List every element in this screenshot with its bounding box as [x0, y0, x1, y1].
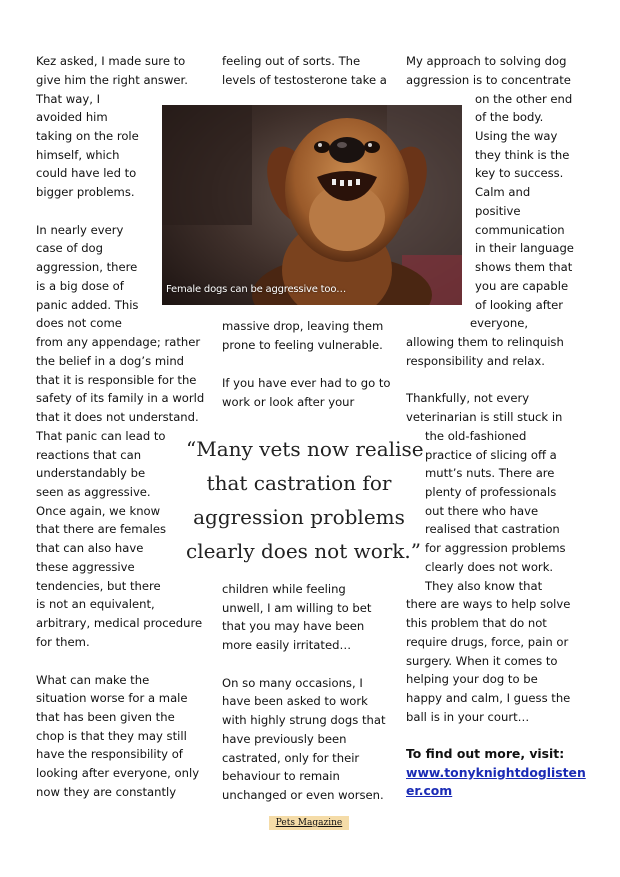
column-3-line: on the other end — [475, 92, 573, 106]
column-1-line: that it does not understand. — [36, 410, 199, 424]
column-1-line: now they are constantly — [36, 785, 177, 799]
column-2-line: feeling out of sorts. The — [222, 54, 361, 68]
column-3-line: clearly does not work. — [425, 560, 554, 574]
column-1-line: looking after everyone, only — [36, 766, 200, 780]
column-3-line: allowing them to relinquish — [406, 335, 564, 349]
column-3-line: Calm and — [475, 185, 531, 199]
website-link-continued[interactable]: er.com — [406, 783, 453, 798]
column-1-line: taking on the role — [36, 129, 139, 143]
column-1-line: for them. — [36, 635, 90, 649]
column-2-line: children while feeling — [222, 582, 346, 596]
column-2-line: work or look after your — [222, 395, 355, 409]
column-3-line: shows them that — [475, 260, 573, 274]
column-3-line: there are ways to help solve — [406, 597, 571, 611]
dog-photo — [162, 105, 462, 305]
column-3-line: in their language — [475, 241, 574, 255]
column-3-line: ball is in your court… — [406, 710, 530, 724]
column-1-line: understandably be — [36, 466, 146, 480]
column-1-line: Once again, we know — [36, 504, 161, 518]
column-3-line: practice of slicing off a — [425, 448, 557, 462]
column-1-line: that there are females — [36, 522, 167, 536]
column-2-line: have been asked to work — [222, 694, 368, 708]
column-1-line: In nearly every — [36, 223, 124, 237]
pull-quote-line: that castration for — [206, 471, 392, 495]
column-1-line: is not an equivalent, — [36, 597, 155, 611]
column-1-line: avoided him — [36, 110, 108, 124]
column-1-line: safety of its family in a world — [36, 391, 205, 405]
column-1-line: that it is responsible for the — [36, 373, 197, 387]
column-1-line: himself, which — [36, 148, 120, 162]
column-2-line: If you have ever had to go to — [222, 376, 391, 390]
column-2-line: with highly strung dogs that — [222, 713, 386, 727]
column-2-line: more easily irritated… — [222, 638, 352, 652]
magazine-footer-label: Pets Magazine — [269, 816, 349, 830]
column-1-line: give him the right answer. — [36, 73, 188, 87]
column-2-line: unchanged or even worsen. — [222, 788, 384, 802]
column-2-line: levels of testosterone take a — [222, 73, 387, 87]
column-1-line: does not come — [36, 316, 122, 330]
column-1-line: situation worse for a male — [36, 691, 188, 705]
column-1-line: chop is that they may still — [36, 729, 187, 743]
column-1-line: tendencies, but there — [36, 579, 161, 593]
column-3-line: they think is the — [475, 148, 570, 162]
column-3-line: surgery. When it comes to — [406, 654, 558, 668]
column-2-line: On so many occasions, I — [222, 676, 363, 690]
column-3-line: key to success. — [475, 166, 564, 180]
column-2-line: have previously been — [222, 732, 347, 746]
pull-quote — [186, 432, 424, 568]
column-3-line: My approach to solving dog — [406, 54, 567, 68]
column-3-line: of looking after — [475, 298, 564, 312]
pull-quote-line: aggression problems — [193, 505, 405, 529]
column-2-line: unwell, I am willing to bet — [222, 601, 372, 615]
website-link[interactable]: www.tonyknightdoglisten — [406, 765, 586, 780]
dog-photo-icon — [162, 105, 462, 305]
column-3-line: Thankfully, not every — [406, 391, 530, 405]
column-1-line: the belief in a dog’s mind — [36, 354, 185, 368]
column-1-line: Kez asked, I made sure to — [36, 54, 186, 68]
photo-caption: Female dogs can be aggressive too… — [166, 284, 347, 295]
column-3-line: out there who have — [425, 504, 539, 518]
column-3-line: responsibility and relax. — [406, 354, 545, 368]
column-1-line: is a big dose of — [36, 279, 124, 293]
column-1-line: have the responsibility of — [36, 747, 183, 761]
column-3-line: realised that castration — [425, 522, 560, 536]
column-2-line: prone to feeling vulnerable. — [222, 338, 383, 352]
column-3-line: happy and calm, I guess the — [406, 691, 571, 705]
column-3-line: veterinarian is still stuck in — [406, 410, 563, 424]
column-1-line: panic added. This — [36, 298, 139, 312]
column-1-line: that can also have — [36, 541, 144, 555]
column-3-line: Using the way — [475, 129, 558, 143]
column-3-line: aggression is to concentrate — [406, 73, 571, 87]
column-3-line: you are capable — [475, 279, 569, 293]
column-1-line: arbitrary, medical procedure — [36, 616, 203, 630]
column-1-line: that has been given the — [36, 710, 175, 724]
column-1-line: case of dog — [36, 241, 104, 255]
column-3-line: this problem that do not — [406, 616, 547, 630]
column-1-line: seen as aggressive. — [36, 485, 151, 499]
column-3-line: positive — [475, 204, 521, 218]
column-3-line: communication — [475, 223, 565, 237]
column-3-line: mutt’s nuts. There are — [425, 466, 555, 480]
pull-quote-line: clearly does not work.” — [186, 539, 422, 563]
column-1-line: aggression, there — [36, 260, 138, 274]
pull-quote-line: “Many vets now realise — [186, 437, 424, 461]
column-3-line: for aggression problems — [425, 541, 566, 555]
column-3-line: everyone, — [470, 316, 529, 330]
column-3-line: They also know that — [425, 579, 543, 593]
column-1-line: What can make the — [36, 673, 150, 687]
column-2-line: behaviour to remain — [222, 769, 340, 783]
column-1-line: bigger problems. — [36, 185, 135, 199]
column-3-line: helping your dog to be — [406, 672, 538, 686]
column-3-line: require drugs, force, pain or — [406, 635, 569, 649]
column-2-line: that you may have been — [222, 619, 365, 633]
column-1-line: these aggressive — [36, 560, 135, 574]
column-2-line: castrated, only for their — [222, 751, 360, 765]
cta-heading: To find out more, visit: — [406, 746, 565, 761]
column-2-line: massive drop, leaving them — [222, 319, 384, 333]
column-3-line: of the body. — [475, 110, 544, 124]
column-1-line: reactions that can — [36, 448, 142, 462]
column-1-line: That way, I — [36, 92, 101, 106]
column-3-line: plenty of professionals — [425, 485, 557, 499]
column-1-line: from any appendage; rather — [36, 335, 201, 349]
column-1-line: could have led to — [36, 166, 137, 180]
column-3-line: the old-fashioned — [425, 429, 527, 443]
column-1-line: That panic can lead to — [36, 429, 166, 443]
